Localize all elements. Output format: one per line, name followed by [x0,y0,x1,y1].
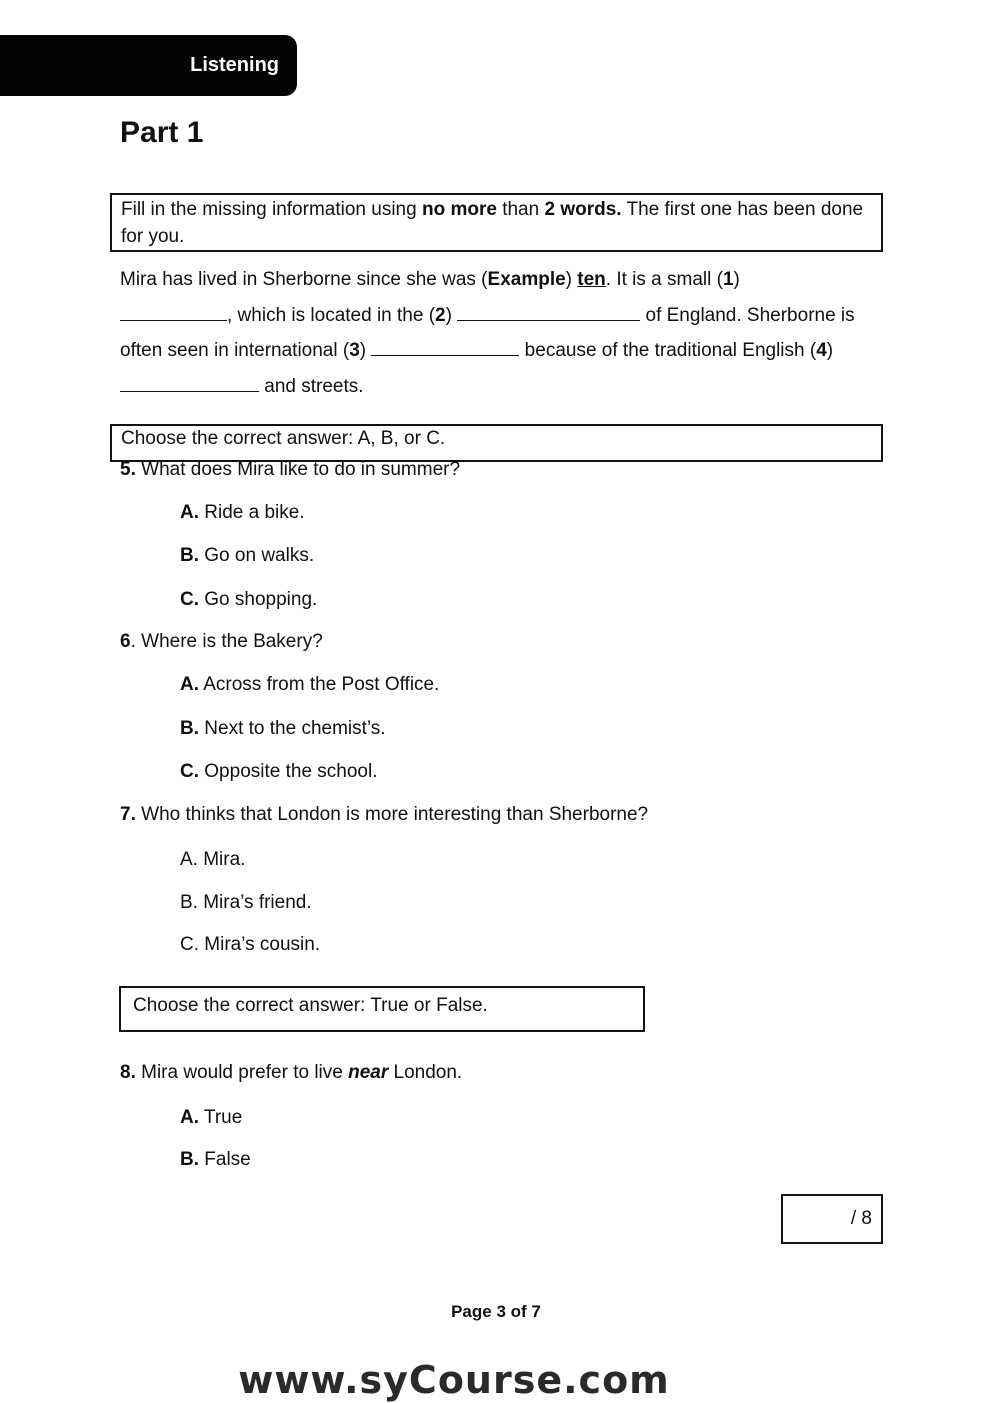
answer-blank-3[interactable] [371,333,519,356]
answer-blank-2[interactable] [457,298,640,321]
option-text: Next to the chemist’s. [199,718,386,739]
option-7a[interactable]: A. Mira. [180,849,246,870]
question-number: 7. [120,804,136,825]
option-text: Ride a bike. [199,502,305,523]
example-answer: ten [577,269,606,290]
option-letter: C. [180,589,199,610]
option-letter: A. [180,674,199,695]
answer-blank-1[interactable] [120,298,227,321]
section-tab [0,35,297,96]
option-letter: C. [180,761,199,782]
option-text: Go shopping. [199,589,318,610]
question-6 [120,631,323,653]
question-8 [120,1062,462,1084]
instruction-bold: 2 words. [544,199,622,220]
option-text: Across from the Post Office. [199,674,440,695]
footer-text: of [505,1302,532,1321]
passage-text: , which is located in the ( [227,304,436,326]
page-footer [0,1302,992,1322]
question-number: 6 [120,631,131,652]
question-number: 8. [120,1062,136,1083]
option-6b[interactable] [180,718,386,740]
option-5a[interactable] [180,502,305,524]
question-text: . Where is the Bakery? [130,631,323,652]
example-label: Example [487,269,566,290]
passage-text: of England. Sherborne is often seen in international ( [120,304,855,361]
section-tab-label: Listening [190,54,279,76]
option-5b[interactable] [180,545,314,567]
instruction-text: Fill in the missing information using [121,199,422,220]
instruction-box-true-false [119,986,645,1032]
instruction-text: The first one has been done for you. [121,199,864,247]
page-total: 7 [531,1302,541,1321]
score-text: / 8 [850,1208,872,1229]
passage-text: because of the traditional English ( [519,340,817,361]
part-title: Part 1 [120,116,204,149]
option-letter: B. [180,545,199,566]
instruction-text: than [496,199,545,220]
question-7 [120,804,648,826]
question-emphasis: near [348,1062,389,1083]
answer-blank-4[interactable] [120,369,259,392]
option-text: False [199,1149,251,1170]
option-7b[interactable]: B. Mira’s friend. [180,892,312,913]
passage-text: ) [565,269,578,290]
passage-text: and streets. [259,375,364,397]
passage-text: Mira has lived in Sherborne since she was ( [120,269,488,290]
option-8a[interactable] [180,1107,242,1129]
gap-fill-passage [120,263,870,404]
gap-number-2: 2 [435,304,446,326]
option-7c[interactable]: C. Mira’s cousin. [180,934,321,955]
question-5 [120,459,460,481]
option-8b[interactable] [180,1149,251,1171]
instruction-box-multiple-choice [110,424,883,462]
passage-text: ) [826,340,834,361]
gap-number-3: 3 [349,340,360,361]
passage-text: ) [733,269,740,290]
score-box [781,1194,883,1244]
option-text: Go on walks. [199,545,315,566]
option-letter: B. [180,1149,199,1170]
option-letter: A. [180,1107,199,1128]
website-watermark: www.syCourse.com [238,1358,670,1402]
instruction-text: Choose the correct answer: True or False. [133,995,488,1016]
question-text: What does Mira like to do in summer? [135,459,461,480]
option-letter: A. [180,502,199,523]
gap-number-4: 4 [816,340,827,361]
option-5c[interactable] [180,589,317,611]
option-text: True [199,1107,243,1128]
question-text: London. [388,1062,463,1083]
instruction-text: Choose the correct answer: A, B, or C. [121,428,446,449]
option-6c[interactable] [180,761,378,783]
passage-text: ) [359,340,372,361]
passage-text: . It is a small ( [605,269,723,290]
question-text: Who thinks that London is more interesting than Sherborne? [135,804,649,825]
page-current: 3 [496,1302,506,1321]
gap-number-1: 1 [722,269,734,290]
footer-text: Page [451,1302,497,1321]
question-text: Mira would prefer to live [135,1062,349,1083]
question-number: 5. [120,459,136,480]
option-letter: B. [180,718,199,739]
instruction-box-fill-in [110,193,883,252]
instruction-bold: no more [421,199,497,220]
option-text: Opposite the school. [199,761,378,782]
passage-text: ) [445,304,458,326]
option-6a[interactable] [180,674,439,696]
